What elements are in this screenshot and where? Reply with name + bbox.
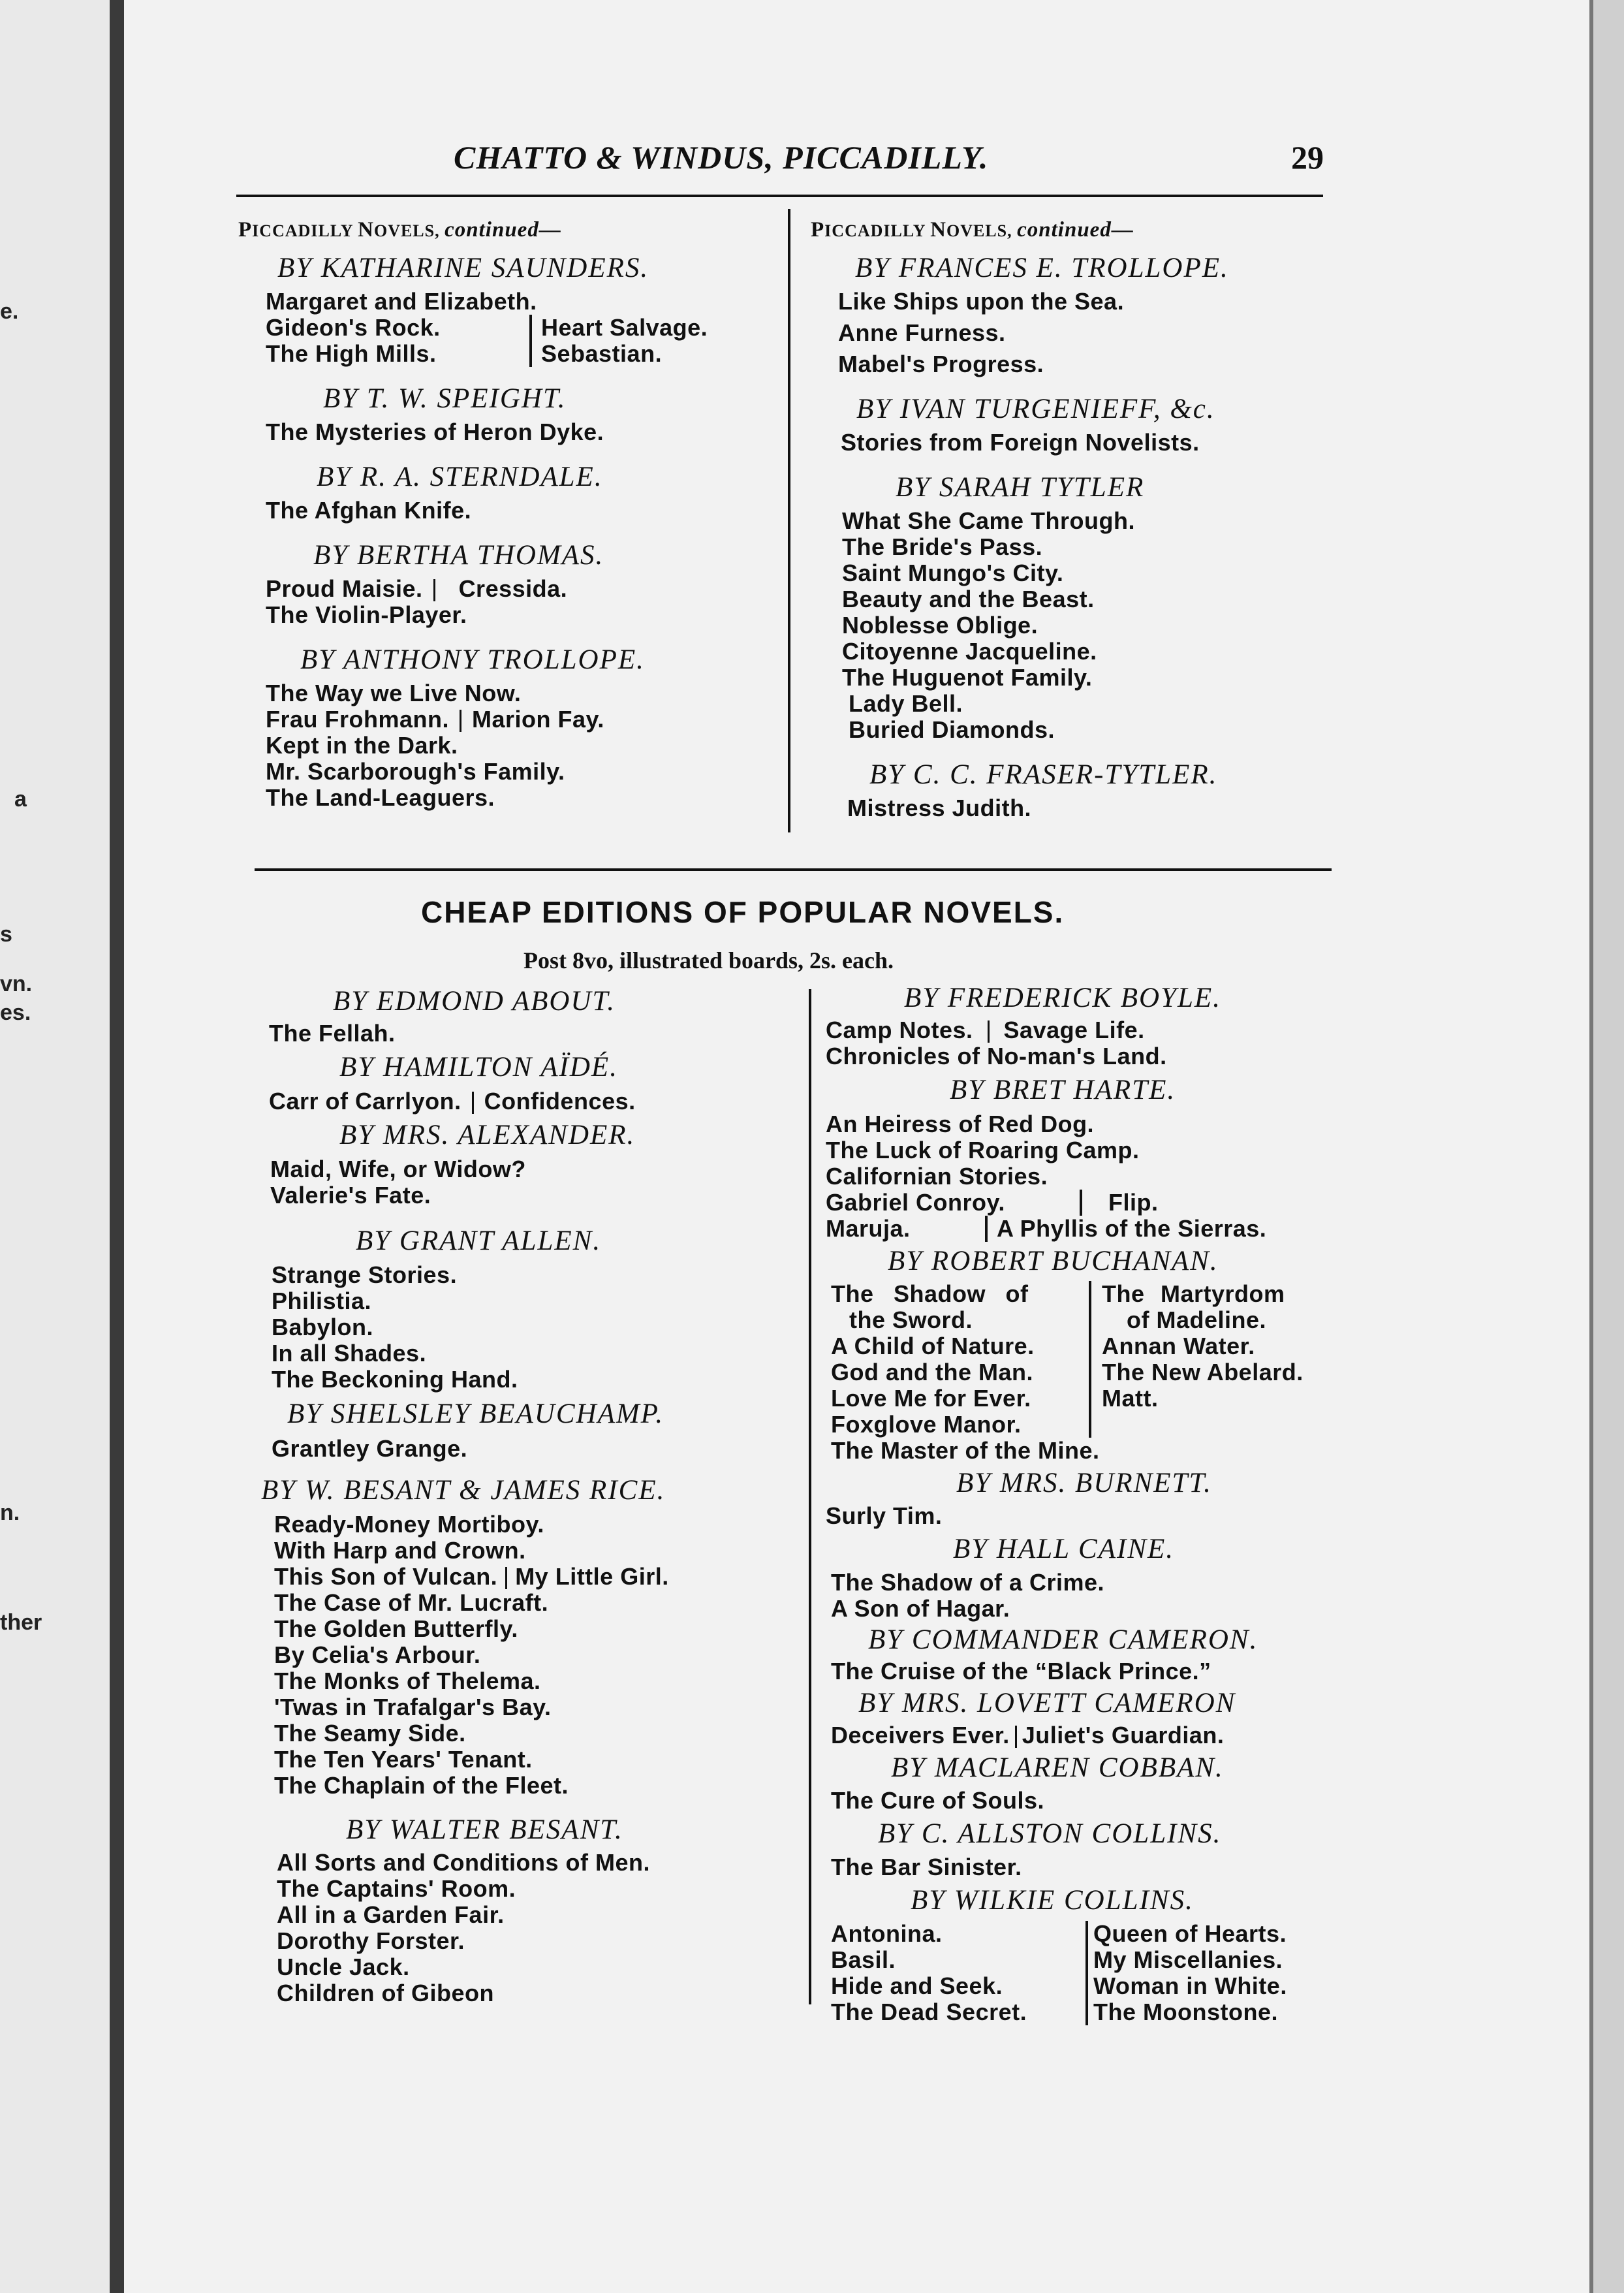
author-heading: BY GRANT ALLEN. <box>356 1226 602 1256</box>
book-title-pair <box>266 341 780 367</box>
author-heading: BY R. A. STERNDALE. <box>317 462 603 492</box>
book-title: Ready-Money Mortiboy. <box>274 1511 544 1538</box>
book-title: The Seamy Side. <box>274 1720 466 1747</box>
book-title: The Monks of Thelema. <box>274 1668 541 1694</box>
book-title: of Madeline. <box>1127 1306 1267 1333</box>
facing-page-text: s <box>0 922 12 947</box>
book-title: Stories from Foreign Novelists. <box>841 429 1200 456</box>
book-title: Anne Furness. <box>838 319 1006 346</box>
book-title: Maid, Wife, or Widow? <box>270 1156 526 1182</box>
book-title: An Heiress of Red Dog. <box>826 1111 1095 1137</box>
book-title: The Beckoning Hand. <box>272 1366 518 1393</box>
book-title: 'Twas in Trafalgar's Bay. <box>274 1694 552 1720</box>
author-heading: BY T. W. SPEIGHT. <box>323 383 567 414</box>
book-title: The Bar Sinister. <box>831 1854 1022 1880</box>
book-title-pair: Frau Frohmann. Marion Fay. <box>266 706 604 733</box>
book-title: Basil. <box>831 1946 896 1973</box>
book-title: The Fellah. <box>269 1020 396 1047</box>
author-heading: BY EDMOND ABOUT. <box>333 986 616 1017</box>
book-title: Dorothy Forster. <box>277 1927 465 1954</box>
book-title: Margaret and Elizabeth. <box>266 288 537 315</box>
page-edge <box>1589 0 1624 2293</box>
author-heading: BY KATHARINE SAUNDERS. <box>277 253 649 283</box>
book-title: My Miscellanies. <box>1093 1946 1283 1973</box>
book-title: Foxglove Manor. <box>831 1411 1022 1438</box>
book-title: Californian Stories. <box>826 1163 1048 1190</box>
author-heading: BY ANTHONY TROLLOPE. <box>300 644 645 675</box>
author-heading: BY SHELSLEY BEAUCHAMP. <box>287 1399 664 1429</box>
author-heading: BY MRS. LOVETT CAMERON <box>858 1688 1236 1718</box>
book-title: The High Mills. <box>266 340 437 367</box>
book-title: The Way we Live Now. <box>266 680 522 706</box>
author-heading: BY C. ALLSTON COLLINS. <box>878 1818 1222 1849</box>
book-title: All in a Garden Fair. <box>277 1901 505 1928</box>
book-title: The Shadow of a Crime. <box>831 1569 1105 1596</box>
book-title: The Moonstone. <box>1093 1999 1278 2025</box>
author-heading: BY MACLAREN COBBAN. <box>891 1752 1224 1783</box>
book-gutter <box>110 0 124 2293</box>
book-title: The Shadow of <box>831 1280 1029 1307</box>
author-heading: BY MRS. ALEXANDER. <box>339 1120 636 1150</box>
section-rule <box>255 868 1332 871</box>
book-title: Kept in the Dark. <box>266 732 458 759</box>
author-heading: BY HAMILTON AÏDÉ. <box>339 1052 618 1083</box>
book-title: The Afghan Knife. <box>266 497 472 524</box>
book-title: The Mysteries of Heron Dyke. <box>266 419 604 445</box>
book-title: The Chaplain of the Fleet. <box>274 1772 569 1799</box>
cheap-editions-heading: CHEAP EDITIONS OF POPULAR NOVELS. <box>421 895 1065 929</box>
book-title: The Case of Mr. Lucraft. <box>274 1589 549 1616</box>
book-title: The Master of the Mine. <box>831 1437 1100 1464</box>
book-title: The Luck of Roaring Camp. <box>826 1137 1140 1163</box>
piccadilly-novels-left-column <box>238 215 780 811</box>
cheap-editions-subheading: Post 8vo, illustrated boards, 2s. each. <box>523 947 894 973</box>
book-title-pair: Maruja. A Phyllis of the Sierras. <box>826 1215 1267 1242</box>
author-heading: BY BERTHA THOMAS. <box>313 540 604 571</box>
book-title-pair: Camp Notes. Savage Life. <box>826 1017 1145 1043</box>
book-title-pair: Proud Maisie. Cressida. <box>266 575 568 602</box>
cheap-editions-right-column <box>826 979 1335 2025</box>
book-title: Uncle Jack. <box>277 1953 410 1980</box>
author-heading: BY C. C. FRASER-TYTLER. <box>869 759 1218 790</box>
facing-page-text: es. <box>0 1000 31 1025</box>
author-heading: BY WILKIE COLLINS. <box>911 1885 1194 1916</box>
book-title: By Celia's Arbour. <box>274 1641 481 1668</box>
author-heading: BY IVAN TURGENIEFF, &c. <box>856 394 1215 424</box>
book-title: The Martyrdom <box>1102 1280 1285 1307</box>
book-title: The Land-Leaguers. <box>266 784 495 811</box>
author-heading: BY ROBERT BUCHANAN. <box>888 1246 1219 1276</box>
book-title: The Ten Years' Tenant. <box>274 1746 533 1773</box>
author-heading: BY HALL CAINE. <box>953 1534 1175 1564</box>
piccadilly-novels-right-column <box>811 215 1333 821</box>
book-title: Gideon's Rock. <box>266 314 441 341</box>
book-title: Lady Bell. <box>849 690 963 717</box>
facing-page-text: n. <box>0 1500 20 1525</box>
book-page <box>124 0 1589 2293</box>
book-title: Babylon. <box>272 1314 374 1340</box>
book-title: Noblesse Oblige. <box>842 612 1038 639</box>
book-title-grid <box>826 1921 1335 2025</box>
author-heading: BY MRS. BURNETT. <box>956 1468 1212 1498</box>
author-heading: BY WALTER BESANT. <box>346 1814 623 1845</box>
book-title: Saint Mungo's City. <box>842 560 1064 586</box>
book-title-pair: Gabriel Conroy. Flip. <box>826 1189 1159 1216</box>
book-title: The Cruise of the “Black Prince.” <box>831 1658 1211 1684</box>
book-title: All Sorts and Conditions of Men. <box>277 1849 650 1876</box>
facing-page-text: e. <box>0 299 19 324</box>
book-title: Philistia. <box>272 1288 372 1314</box>
book-title: Antonina. <box>831 1920 943 1947</box>
author-heading: BY SARAH TYTLER <box>896 472 1145 503</box>
book-title: The Golden Butterfly. <box>274 1615 518 1642</box>
book-title-grid <box>826 1281 1335 1438</box>
cheap-editions-left-column <box>261 983 803 2006</box>
book-title: Mistress Judith. <box>847 795 1032 821</box>
book-title: The Cure of Souls. <box>831 1787 1045 1814</box>
book-title: Hide and Seek. <box>831 1972 1003 1999</box>
book-title: With Harp and Crown. <box>274 1537 526 1564</box>
book-title: Strange Stories. <box>272 1261 458 1288</box>
book-title: Mabel's Progress. <box>838 351 1044 377</box>
header-rule <box>236 195 1323 197</box>
column-divider <box>788 209 790 832</box>
facing-page-text: a <box>14 787 27 812</box>
book-title: The Huguenot Family. <box>842 664 1093 691</box>
section-heading: PICCADILLY NOVELS, continued— <box>238 218 561 242</box>
book-title: Annan Water. <box>1102 1333 1255 1359</box>
book-title-pair <box>266 315 780 341</box>
book-title: The Captains' Room. <box>277 1875 516 1902</box>
section-heading: PICCADILLY NOVELS, continued— <box>811 218 1134 242</box>
book-title: Matt. <box>1102 1385 1159 1412</box>
book-title: Grantley Grange. <box>272 1435 468 1462</box>
book-title: Love Me for Ever. <box>831 1385 1031 1412</box>
column-divider <box>809 989 811 2004</box>
book-title: In all Shades. <box>272 1340 427 1367</box>
book-title: A Child of Nature. <box>831 1333 1035 1359</box>
book-title: Queen of Hearts. <box>1093 1920 1287 1947</box>
author-heading: BY COMMANDER CAMERON. <box>868 1624 1258 1655</box>
book-title: The New Abelard. <box>1102 1359 1304 1385</box>
book-title: Children of Gibeon <box>277 1980 494 2006</box>
book-title: Like Ships upon the Sea. <box>838 288 1125 315</box>
facing-page-text: vn. <box>0 972 33 996</box>
book-title: Mr. Scarborough's Family. <box>266 758 565 785</box>
book-title: God and the Man. <box>831 1359 1033 1385</box>
book-title: The Bride's Pass. <box>842 533 1043 560</box>
book-title: Surly Tim. <box>826 1502 943 1529</box>
book-title: Chronicles of No-man's Land. <box>826 1043 1167 1069</box>
book-title: A Son of Hagar. <box>831 1595 1010 1622</box>
book-title: The Dead Secret. <box>831 1999 1027 2025</box>
author-heading: BY BRET HARTE. <box>950 1075 1176 1105</box>
book-title: Sebastian. <box>529 341 662 367</box>
book-title: Valerie's Fate. <box>270 1182 431 1209</box>
book-title: Buried Diamonds. <box>849 716 1055 743</box>
book-title: The Violin-Player. <box>266 601 467 628</box>
book-title-pair: Carr of Carrlyon. Confidences. <box>269 1088 636 1115</box>
running-head: CHATTO & WINDUS, PICCADILLY. <box>454 139 989 176</box>
book-title: Beauty and the Beast. <box>842 586 1095 612</box>
facing-page-fragment <box>0 0 124 2293</box>
facing-page-text: ther <box>0 1610 42 1635</box>
author-heading: BY FREDERICK BOYLE. <box>904 983 1221 1013</box>
author-heading: BY FRANCES E. TROLLOPE. <box>855 253 1229 283</box>
author-heading: BY W. BESANT & JAMES RICE. <box>261 1475 666 1506</box>
book-title: Heart Salvage. <box>529 315 708 341</box>
book-title: the Sword. <box>849 1306 973 1333</box>
book-title: Woman in White. <box>1093 1972 1287 1999</box>
book-title: Citoyenne Jacqueline. <box>842 638 1097 665</box>
book-title: What She Came Through. <box>842 507 1136 534</box>
book-title-pair: Deceivers Ever. Juliet's Guardian. <box>831 1722 1225 1748</box>
book-title-pair: This Son of Vulcan. My Little Girl. <box>274 1563 669 1590</box>
page-number: 29 <box>1291 139 1324 176</box>
